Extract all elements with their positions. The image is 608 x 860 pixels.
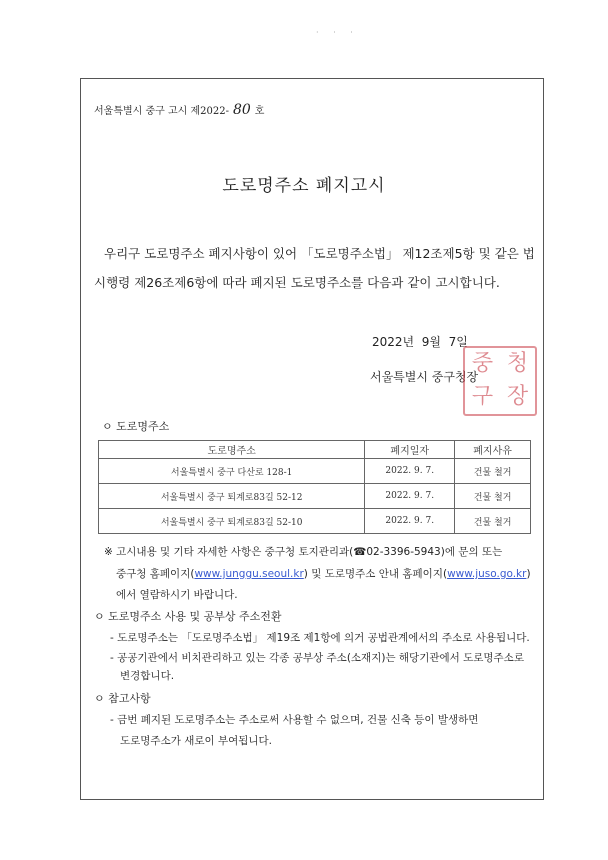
reference-bullet-1: - 금번 폐지된 도로명주소는 주소로써 사용할 수 없으며, 건물 신축 등이 발생하면 bbox=[110, 714, 479, 726]
column-header-reason: 폐지사유 bbox=[455, 441, 531, 459]
document-title: 도로명주소 폐지고시 bbox=[222, 176, 386, 196]
cell-address: 서울특별시 중구 다산로 128-1 bbox=[99, 459, 365, 484]
notice-date: 2022년 9월 7일 bbox=[372, 335, 468, 349]
cell-reason: 건물 철거 bbox=[455, 509, 531, 534]
table-row bbox=[99, 509, 531, 534]
usage-bullet-1: - 도로명주소는 「도로명주소법」 제19조 제1항에 의거 공법관계에서의 주소로 사용됩니다. bbox=[110, 632, 530, 644]
seal-char: 구 bbox=[471, 384, 494, 409]
junggu-homepage-link[interactable]: www.junggu.seoul.kr bbox=[194, 568, 304, 580]
cell-reason: 건물 철거 bbox=[455, 459, 531, 484]
section-heading-reference: ㅇ 참고사항 bbox=[94, 692, 151, 705]
column-header-date: 폐지일자 bbox=[365, 441, 455, 459]
note-text: ) 및 도로명주소 안내 홈페이지( bbox=[303, 568, 448, 580]
scan-speckle: · · · bbox=[316, 28, 359, 37]
note-text: ) bbox=[526, 568, 531, 580]
juso-homepage-link[interactable]: www.juso.go.kr bbox=[447, 568, 527, 580]
cell-address: 서울특별시 중구 퇴계로83길 52-12 bbox=[99, 484, 365, 509]
note-line-2 bbox=[116, 566, 531, 581]
cell-date: 2022. 9. 7. bbox=[365, 484, 455, 509]
cell-reason: 건물 철거 bbox=[455, 484, 531, 509]
note-line-3: 에서 열람하시기 바랍니다. bbox=[116, 589, 238, 601]
table-header-row bbox=[99, 441, 531, 459]
notice-prefix: 서울특별시 중구 고시 제2022- bbox=[94, 106, 229, 117]
table-row bbox=[99, 459, 531, 484]
usage-bullet-2-continued: 변경합니다. bbox=[120, 670, 175, 682]
notice-number-line bbox=[94, 102, 264, 118]
handwritten-notice-number: 80 bbox=[232, 102, 251, 118]
note-line-1: ※ 고시내용 및 기타 자세한 사항은 중구청 토지관리과(☎02-3396-5943)에 문의 또는 bbox=[104, 546, 503, 558]
cell-date: 2022. 9. 7. bbox=[365, 459, 455, 484]
notice-suffix: 호 bbox=[254, 106, 265, 117]
section-heading-addresses: ㅇ 도로명주소 bbox=[102, 420, 170, 433]
official-seal-stamp bbox=[463, 346, 537, 416]
section-heading-usage: ㅇ 도로명주소 사용 및 공부상 주소전환 bbox=[94, 610, 282, 623]
body-line-2: 시행령 제26조제6항에 따라 폐지된 도로명주소를 다음과 같이 고시합니다. bbox=[94, 275, 500, 290]
address-table bbox=[98, 440, 531, 534]
cell-address: 서울특별시 중구 퇴계로83길 52-10 bbox=[99, 509, 365, 534]
body-line-1: 우리구 도로명주소 폐지사항이 있어 「도로명주소법」 제12조제5항 및 같은 법 bbox=[104, 246, 535, 261]
table-row bbox=[99, 484, 531, 509]
seal-char: 중 bbox=[471, 351, 494, 376]
usage-bullet-2: - 공공기관에서 비치관리하고 있는 각종 공부상 주소(소재지)는 해당기관에서 도로명주소로 bbox=[110, 652, 524, 664]
issuer-name: 서울특별시 중구청장 bbox=[370, 370, 479, 384]
seal-char: 장 bbox=[506, 384, 529, 409]
column-header-address: 도로명주소 bbox=[99, 441, 365, 459]
note-text: 중구청 홈페이지( bbox=[116, 568, 195, 580]
reference-bullet-1-continued: 도로명주소가 새로이 부여됩니다. bbox=[120, 735, 273, 747]
seal-char: 청 bbox=[506, 351, 529, 376]
cell-date: 2022. 9. 7. bbox=[365, 509, 455, 534]
